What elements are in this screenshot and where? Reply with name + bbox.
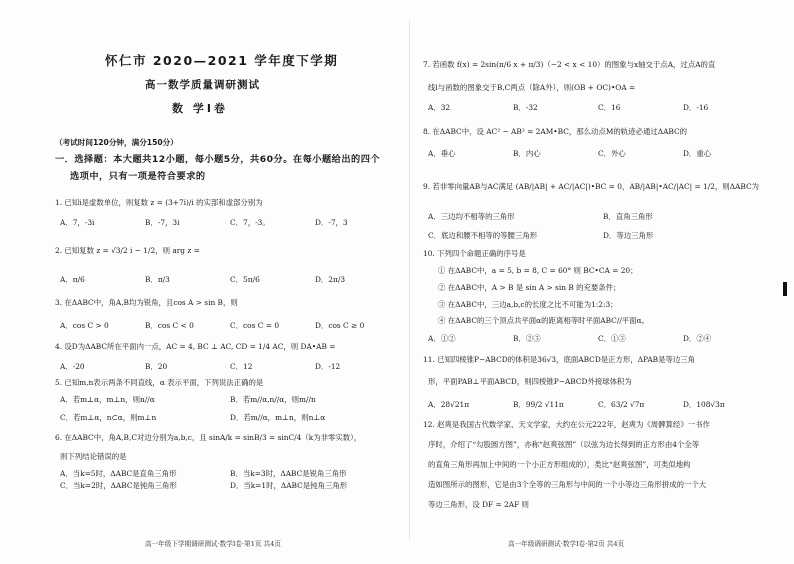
question-8: 8. 在ΔABC中，设 AC² − AB² = 2AM•BC，那么动点M的轨迹必通过ΔABC的 (423, 127, 688, 136)
question-12: 12. 赵爽是我国古代数学家、天文学家，大约在公元222年，赵爽为《周髀算经》一书作 (423, 420, 710, 429)
paper-name: 数 学Ⅰ卷 (172, 102, 228, 115)
q10-statement-1: ① 在ΔABC中，a = 5, b = 8, C = 60° 则 BC•CA = 20； (438, 266, 638, 275)
q9-option-c: C．底边和腰不相等的等腰三角形 (428, 231, 538, 240)
q4-option-b: B．20 (145, 362, 168, 371)
q9-option-a: A．三边均不相等的三角形 (428, 212, 515, 221)
q3-option-d: D．cos C ≥ 0 (315, 321, 365, 330)
question-5: 5. 已知m,n表示两条不同直线，α 表示平面，下列说法正确的是 (55, 378, 264, 387)
q10-option-a: A．①② (428, 334, 456, 343)
q6-option-a: A．当k=5时，ΔABC是直角三角形 (60, 469, 177, 478)
q1-option-d: D．-7，3 (315, 218, 348, 227)
q9-option-b: B．直角三角形 (603, 212, 653, 221)
q8-option-a: A．垂心 (428, 149, 456, 158)
question-10: 10. 下列四个命题正确的序号是 (423, 249, 526, 258)
q11-option-c: C．63/2 √7π (598, 400, 645, 409)
q5-option-a: A．若m⊥α，m⊥n，则n//α (60, 395, 155, 404)
q5-option-b: B．若m//α,n//α，则m//n (230, 395, 316, 404)
q2-option-c: C．5π/6 (230, 275, 260, 284)
q7-option-c: C．16 (598, 103, 621, 112)
q3-option-b: B．cos C < 0 (145, 321, 194, 330)
q3-option-c: C．cos C = 0 (230, 321, 280, 330)
q11-option-b: B．99/2 √11π (513, 400, 564, 409)
q10-statement-2: ② 在ΔABC中，A > B 是 sin A > sin B 的充要条件； (438, 283, 621, 292)
q10-option-b: B．②③ (513, 334, 541, 343)
question-6: 6. 在ΔABC中，角A,B,C对边分别为a,b,c，且 sinA/k = sinB/3 = sinC/4（k为非零实数）， (55, 433, 362, 442)
q1-option-b: B．-7，3i (145, 218, 180, 227)
question-3: 3. 在ΔABC中，角A,B均为锐角，且cos A > sin B，则 (55, 298, 238, 307)
q5-option-c: C．若m⊥α，n⊂α，则m⊥n (60, 413, 157, 422)
q4-option-d: D．-12 (315, 362, 341, 371)
question-11-cont: 形，平面PAB⊥平面ABCD，则四棱锥P−ABCD外接球体积为 (428, 377, 632, 386)
q7-option-d: D．-16 (683, 103, 709, 112)
q6-option-b: B．当k=3时，ΔABC是锐角三角形 (230, 469, 347, 478)
question-4: 4. 设D为ΔABC所在平面内一点，AC = 4, BC ⊥ AC, CD = 1/4 AC，则 DA•AB = (55, 342, 336, 351)
scanner-edge-mark (783, 282, 787, 296)
exam-title: 怀仁市 2020—2021 学年度下学期 (105, 53, 339, 68)
q1-option-c: C．7，-3。 (230, 218, 270, 227)
q7-option-a: A．32 (428, 103, 451, 112)
page-fold-line (409, 20, 410, 540)
q8-option-b: B．内心 (513, 149, 541, 158)
q12-line-3: 造如图所示的图形，它是由3个全等的三角形与中间的一个小等边三角形拼成的一个大 (428, 480, 707, 489)
page-1-footer: 高一年级下学期调研测试·数学Ⅰ卷·第1页 共4页 (145, 540, 281, 548)
q8-option-c: C．外心 (598, 149, 626, 158)
question-7: 7. 若函数 f(x) = 2sin(π/6 x + π/3)（−2 < x < 10）的图象与x轴交于点A，过点A的直 (423, 60, 716, 69)
q8-option-d: D．重心 (683, 149, 712, 158)
exam-subtitle: 高一数学质量调研测试 (145, 79, 260, 91)
q12-line-4: 等边三角形，设 DF = 2AF 则 (428, 500, 529, 509)
q12-line-1: 序时，介绍了“勾股圆方图”，亦称“赵爽弦图”（以弦为边长得到的正方形由4个全等 (428, 440, 700, 449)
q11-option-d: D．108√3π (683, 400, 725, 409)
page-2-footer: 高一年级调研测试·数学Ⅰ卷·第2页 共4页 (508, 540, 625, 548)
q4-option-a: A．-20 (60, 362, 85, 371)
page-2 (418, 0, 778, 564)
q6-option-c: C．当k=2时，ΔABC是钝角三角形 (60, 481, 177, 490)
q9-option-d: D．等边三角形 (603, 231, 654, 240)
section1-heading: 一．选择题：本大题共12小题，每小题5分，共60分。在每小题给出的四个 (55, 154, 381, 165)
exam-info: （考试时间120分钟，满分150分） (55, 138, 178, 147)
page-1 (50, 0, 400, 564)
q11-option-a: A．28√21π (428, 400, 470, 409)
q2-option-b: B．π/3 (145, 275, 170, 284)
q1-option-a: A．7，-3i (60, 218, 95, 227)
q10-option-c: C．①③ (598, 334, 626, 343)
question-2: 2. 已知复数 z = √3/2 i − 1/2，则 arg z = (55, 246, 200, 255)
section1-heading-cont: 选项中，只有一项是符合要求的 (70, 171, 206, 182)
q3-option-a: A．cos C > 0 (60, 321, 109, 330)
question-6-cont: 则下列结论错误的是 (60, 452, 127, 461)
q2-option-a: A．π/6 (60, 275, 85, 284)
q10-option-d: D．②④ (683, 334, 712, 343)
q4-option-c: C．12 (230, 362, 253, 371)
q6-option-d: D．当k=1时，ΔABC是钝角三角形 (230, 481, 348, 490)
question-7-cont: 线l与函数的图象交于B,C两点（除A外），则(OB + OC)•OA = (428, 83, 636, 92)
question-1: 1. 已知i是虚数单位，则复数 z = (3+7i)/i 的实部和虚部分别为 (55, 198, 263, 207)
q7-option-b: B．-32 (513, 103, 538, 112)
q2-option-d: D．2π/3 (315, 275, 346, 284)
q10-statement-3: ③ 在ΔABC中，三边a,b,c的长度之比不可能为1:2:3； (438, 300, 618, 309)
q5-option-d: D．若m//α，m⊥n，则n⊥α (230, 413, 326, 422)
question-11: 11. 已知四棱锥P−ABCD的体积是36√3，底面ABCD是正方形，ΔPAB是等边三角 (423, 355, 696, 364)
q10-statement-4: ④ 在ΔABC的三个顶点共平面α的距离相等时平面ABC//平面α。 (438, 316, 649, 325)
question-9: 9. 若非零向量AB与AC满足 (AB/|AB| + AC/|AC|)•BC = 0，AB/|AB|•AC/|AC| = 1/2，则ΔABC为 (423, 182, 759, 191)
q12-line-2: 的直角三角形再加上中间的一个小正方形组成的），类比“赵爽弦图”，可类似地构 (428, 460, 691, 469)
